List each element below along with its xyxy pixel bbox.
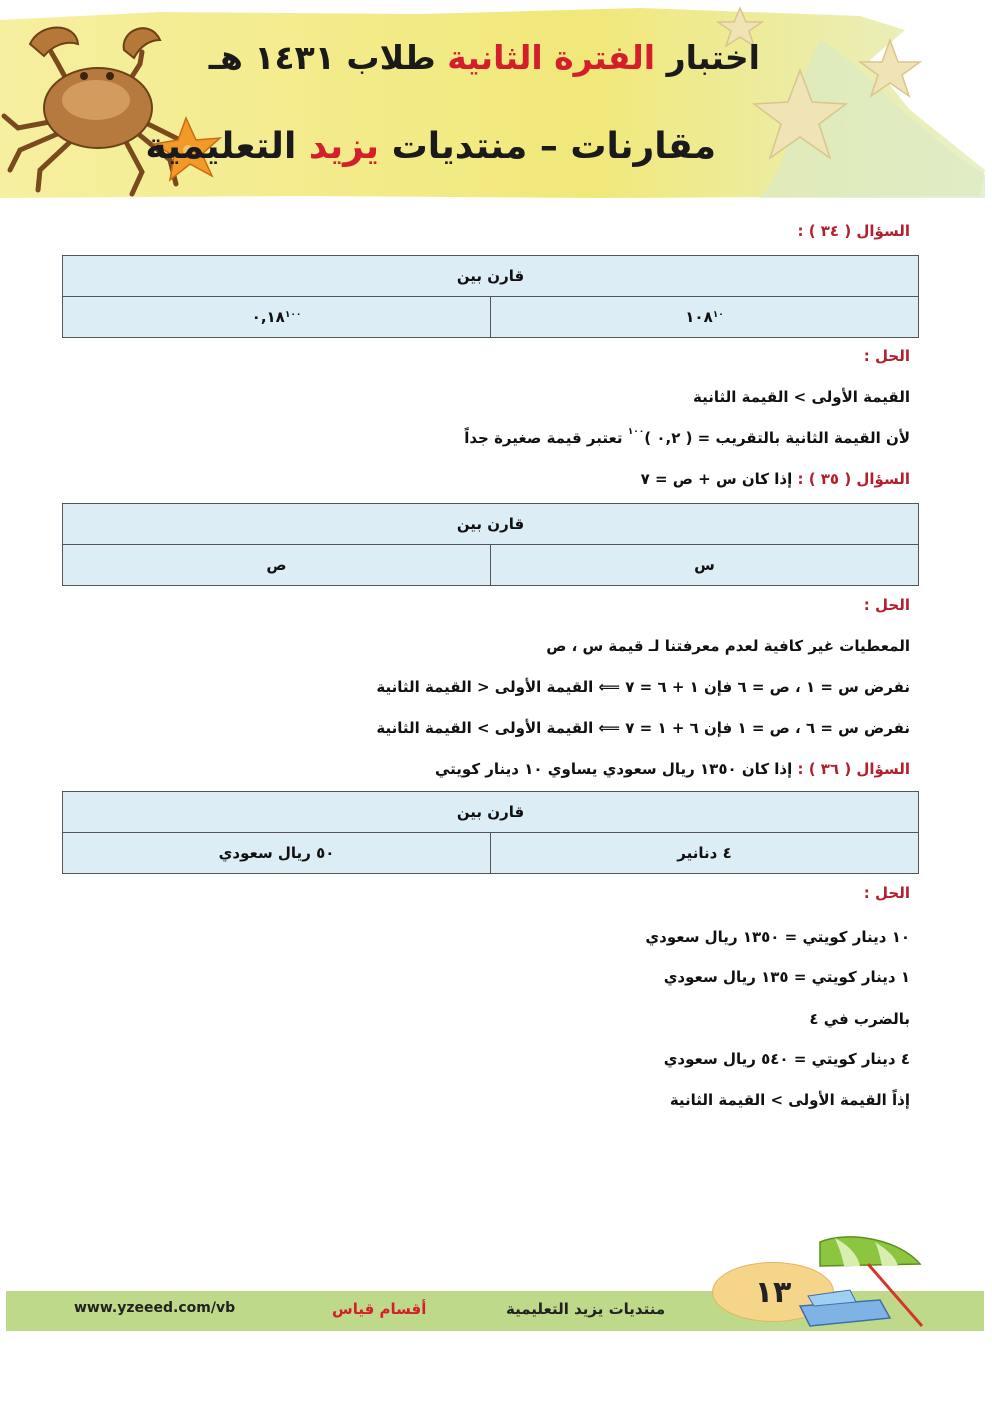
table-cell-first-value: ٤ دنانير	[677, 844, 732, 862]
page-title: اختبار الفترة الثانية طلاب ١٤٣١ هـ	[208, 38, 760, 77]
solution-line: بالضرب في ٤	[809, 1010, 910, 1028]
page-subtitle: مقارنات – منتديات يزيد التعليمية	[145, 126, 716, 167]
comparison-table-35	[62, 503, 919, 586]
solution-line: نفرض س = ٦ ، ص = ١ فإن ٦ + ١ = ٧ ⟸ القيمة الأولى > القيمة الثانية	[376, 719, 910, 737]
comparison-table-36	[62, 791, 919, 874]
solution-line: ١٠ دينار كويتي = ١٣٥٠ ريال سعودي	[645, 928, 910, 946]
solution-line: إذاً القيمة الأولى > القيمة الثانية	[669, 1091, 910, 1109]
question-34-heading	[797, 222, 910, 240]
footer-website-link[interactable]: www.yzeeed.com/vb	[74, 1300, 236, 1316]
footer-sections: أقسام قياس	[332, 1300, 427, 1318]
table-header: قارن بين	[63, 256, 918, 297]
table-cell-second-value: ٥٠ ريال سعودي	[63, 833, 491, 873]
question-label: السؤال ( ٣٤ ) :	[797, 222, 910, 240]
table-cell-second-value: ٠,١٨$^{١٠٠}$	[63, 297, 491, 337]
table-row	[63, 833, 918, 873]
footer-site-name: منتديات يزيد التعليمية	[506, 1300, 666, 1318]
solution-line: القيمة الأولى > القيمة الثانية	[693, 388, 910, 406]
table-header: قارن بين	[63, 792, 918, 833]
table-cell-first-value: $١٠٨^{١٠}$	[685, 308, 724, 326]
banner-background	[0, 0, 992, 200]
question-text: إذا كان ١٣٥٠ ريال سعودي يساوي ١٠ دينار كويتي	[435, 760, 798, 778]
question-label: السؤال ( ٣٥ ) :	[797, 470, 910, 488]
table-row	[63, 545, 918, 585]
solution-label: الحل :	[863, 884, 910, 902]
solution-line: ١ دينار كويتي = ١٣٥ ريال سعودي	[663, 968, 910, 986]
header-banner	[0, 0, 992, 200]
solution-line: المعطيات غير كافية لعدم معرفتنا لـ قيمة س ، ص	[546, 637, 910, 655]
solution-line: ٤ دينار كويتي = ٥٤٠ ريال سعودي	[663, 1050, 910, 1068]
table-header: قارن بين	[63, 504, 918, 545]
title-highlight: الفترة الثانية	[447, 38, 656, 77]
table-cell-first-value: س	[694, 556, 715, 574]
beach-umbrella-icon	[780, 1236, 960, 1332]
page-number: ١٣	[712, 1262, 834, 1322]
subtitle-highlight: يزيد	[308, 126, 380, 167]
question-35-heading	[641, 470, 910, 488]
comparison-table-34	[62, 255, 919, 338]
solution-line: لأن القيمة الثانية بالتقريب = ( ٠,٢ )$^{١٠٠}$ تعتبر قيمة صغيرة جداً	[464, 427, 910, 447]
question-text: إذا كان س + ص = ٧	[640, 470, 798, 488]
table-cell-second-value: ص	[63, 545, 491, 585]
table-row	[63, 297, 918, 337]
question-36-heading	[435, 760, 910, 778]
solution-label: الحل :	[863, 347, 910, 365]
solution-line: نفرض س = ١ ، ص = ٦ فإن ١ + ٦ = ٧ ⟸ القيمة الأولى < القيمة الثانية	[376, 678, 910, 696]
solution-label: الحل :	[863, 596, 910, 614]
question-label: السؤال ( ٣٦ ) :	[797, 760, 910, 778]
